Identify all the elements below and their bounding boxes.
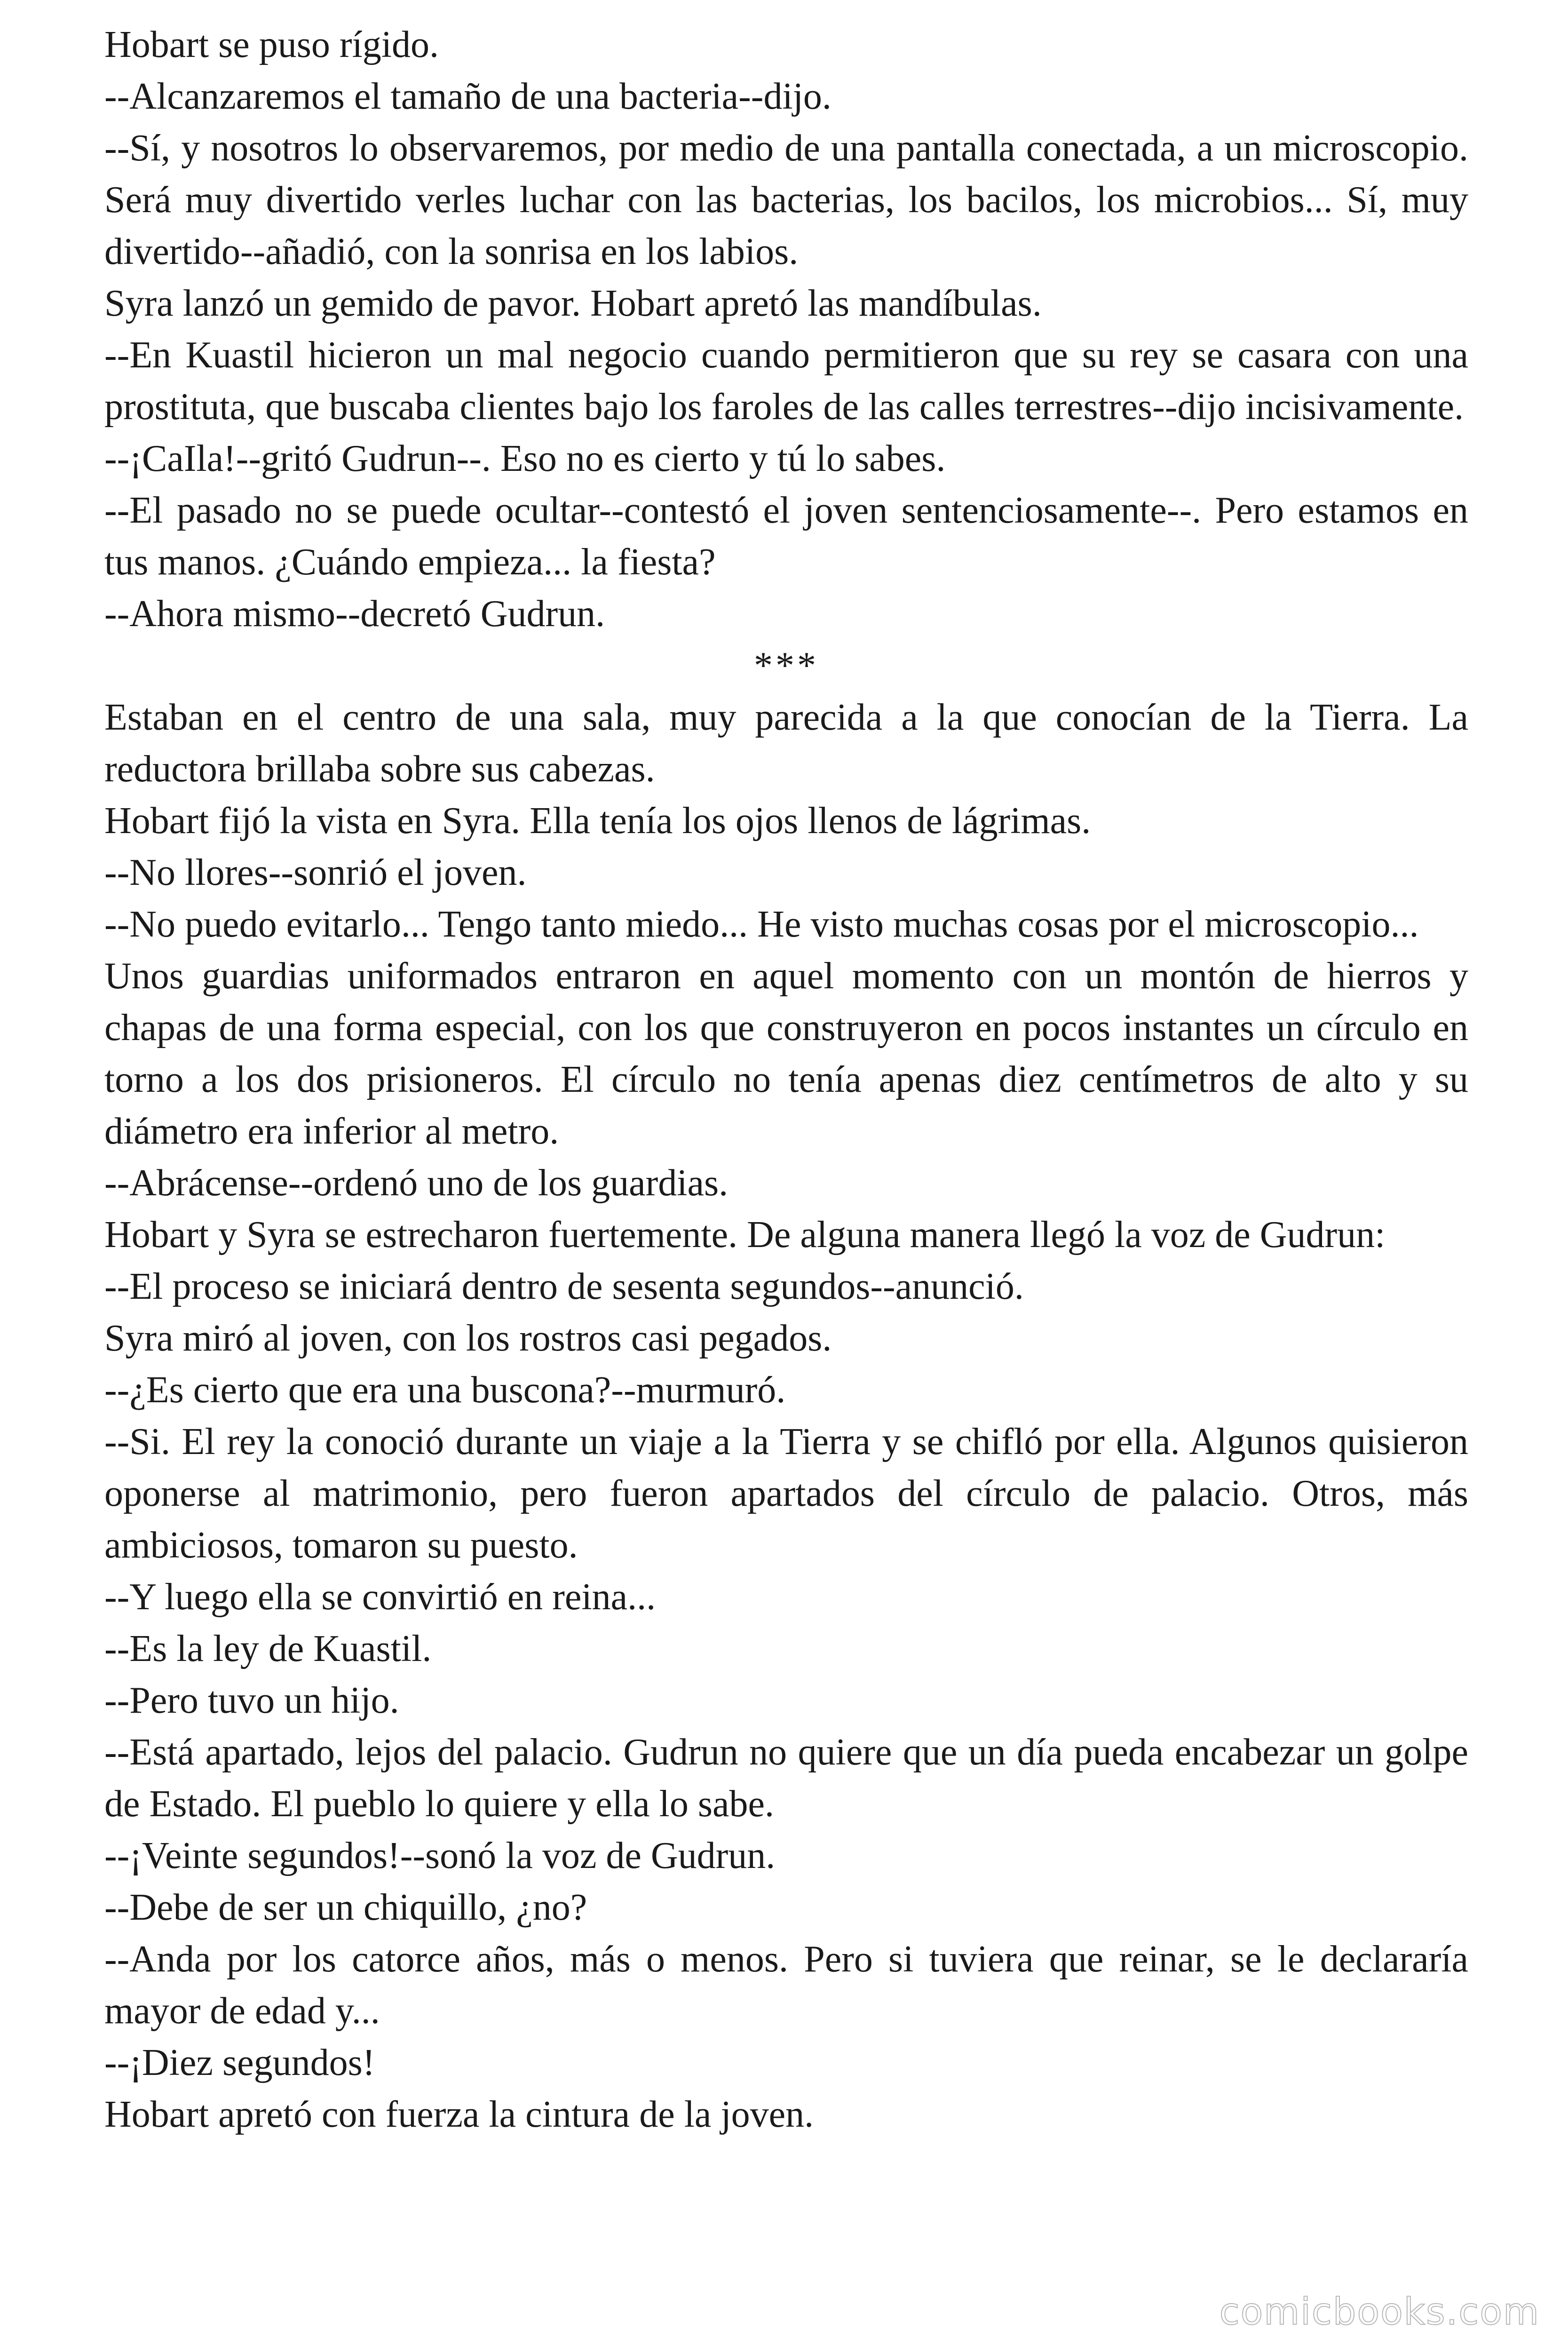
text-block-1 xyxy=(104,19,1468,640)
paragraph: --Abrácense--ordenó uno de los guardias. xyxy=(104,1162,729,1204)
paragraph: --¡CaIla!--gritó Gudrun--. Eso no es cierto y tú lo sabes. xyxy=(104,438,946,479)
paragraph: Estaban en el centro de una sala, muy parecida a la que conocían de la Tierra. La reductora brillaba sobre sus cabezas. xyxy=(104,697,1468,790)
paragraph: --Es la ley de Kuastil. xyxy=(104,1628,432,1669)
paragraph: --Si. El rey la conoció durante un viaje a la Tierra y se chifló por ella. Algunos quisieron oponerse al matrimonio, pero fueron apartados del círculo de palacio. Otros, más ambiciosos, tomaron su puesto. xyxy=(104,1421,1468,1566)
paragraph: --El proceso se iniciará dentro de sesenta segundos--anunció. xyxy=(104,1266,1024,1307)
book-page xyxy=(104,19,1468,2140)
paragraph: --Ahora mismo--decretó Gudrun. xyxy=(104,593,605,635)
paragraph: --Sí, y nosotros lo observaremos, por medio de una pantalla conectada, a un microscopio. Será muy divertido verles luchar con las bacterias, los bacilos, los microbios... Sí, muy divertido--añadió, con la sonrisa en los labios. xyxy=(104,127,1468,272)
section-separator: *** xyxy=(754,645,819,686)
paragraph: Hobart apretó con fuerza la cintura de la joven. xyxy=(104,2094,814,2135)
paragraph: --Debe de ser un chiquillo, ¿no? xyxy=(104,1887,587,1928)
paragraph: --Pero tuvo un hijo. xyxy=(104,1680,399,1721)
paragraph: --No llores--sonrió el joven. xyxy=(104,852,527,893)
watermark: comicbooks.com xyxy=(1219,2291,1540,2333)
paragraph: Hobart fijó la vista en Syra. Ella tenía los ojos llenos de lágrimas. xyxy=(104,800,1091,842)
paragraph: --Está apartado, lejos del palacio. Gudrun no quiere que un día pueda encabezar un golpe de Estado. El pueblo lo quiere y ella lo sabe. xyxy=(104,1732,1468,1825)
paragraph: --No puedo evitarlo... Tengo tanto miedo... He visto muchas cosas por el microscopio... xyxy=(104,904,1419,945)
paragraph: --Alcanzaremos el tamaño de una bacteria--dijo. xyxy=(104,76,832,117)
paragraph: --¡Veinte segundos!--sonó la voz de Gudrun. xyxy=(104,1835,776,1876)
paragraph: Syra lanzó un gemido de pavor. Hobart apretó las mandíbulas. xyxy=(104,283,1042,324)
paragraph: --¿Es cierto que era una buscona?--murmuró. xyxy=(104,1369,786,1411)
paragraph: Syra miró al joven, con los rostros casi pegados. xyxy=(104,1318,832,1359)
paragraph: Hobart se puso rígido. xyxy=(104,24,439,65)
paragraph: Hobart y Syra se estrecharon fuertemente. De alguna manera llegó la voz de Gudrun: xyxy=(104,1214,1386,1255)
text-block-2 xyxy=(104,691,1468,2140)
paragraph: --Anda por los catorce años, más o menos. Pero si tuviera que reinar, se le declararía mayor de edad y... xyxy=(104,1939,1468,2032)
paragraph: --Y luego ella se convirtió en reina... xyxy=(104,1576,656,1618)
paragraph: --¡Diez segundos! xyxy=(104,2042,375,2083)
paragraph: Unos guardias uniformados entraron en aquel momento con un montón de hierros y chapas de una forma especial, con los que construyeron en pocos instantes un círculo en torno a los dos prisioneros. El círculo no tenía apenas diez centímetros de alto y su diámetro era inferior al metro. xyxy=(104,955,1468,1152)
paragraph: --El pasado no se puede ocultar--contestó el joven sentenciosamente--. Pero estamos en tus manos. ¿Cuándo empieza... la fiesta? xyxy=(104,490,1468,583)
paragraph: --En Kuastil hicieron un mal negocio cuando permitieron que su rey se casara con una prostituta, que buscaba clientes bajo los faroles de las calles terrestres--dijo incisivamente. xyxy=(104,334,1468,428)
